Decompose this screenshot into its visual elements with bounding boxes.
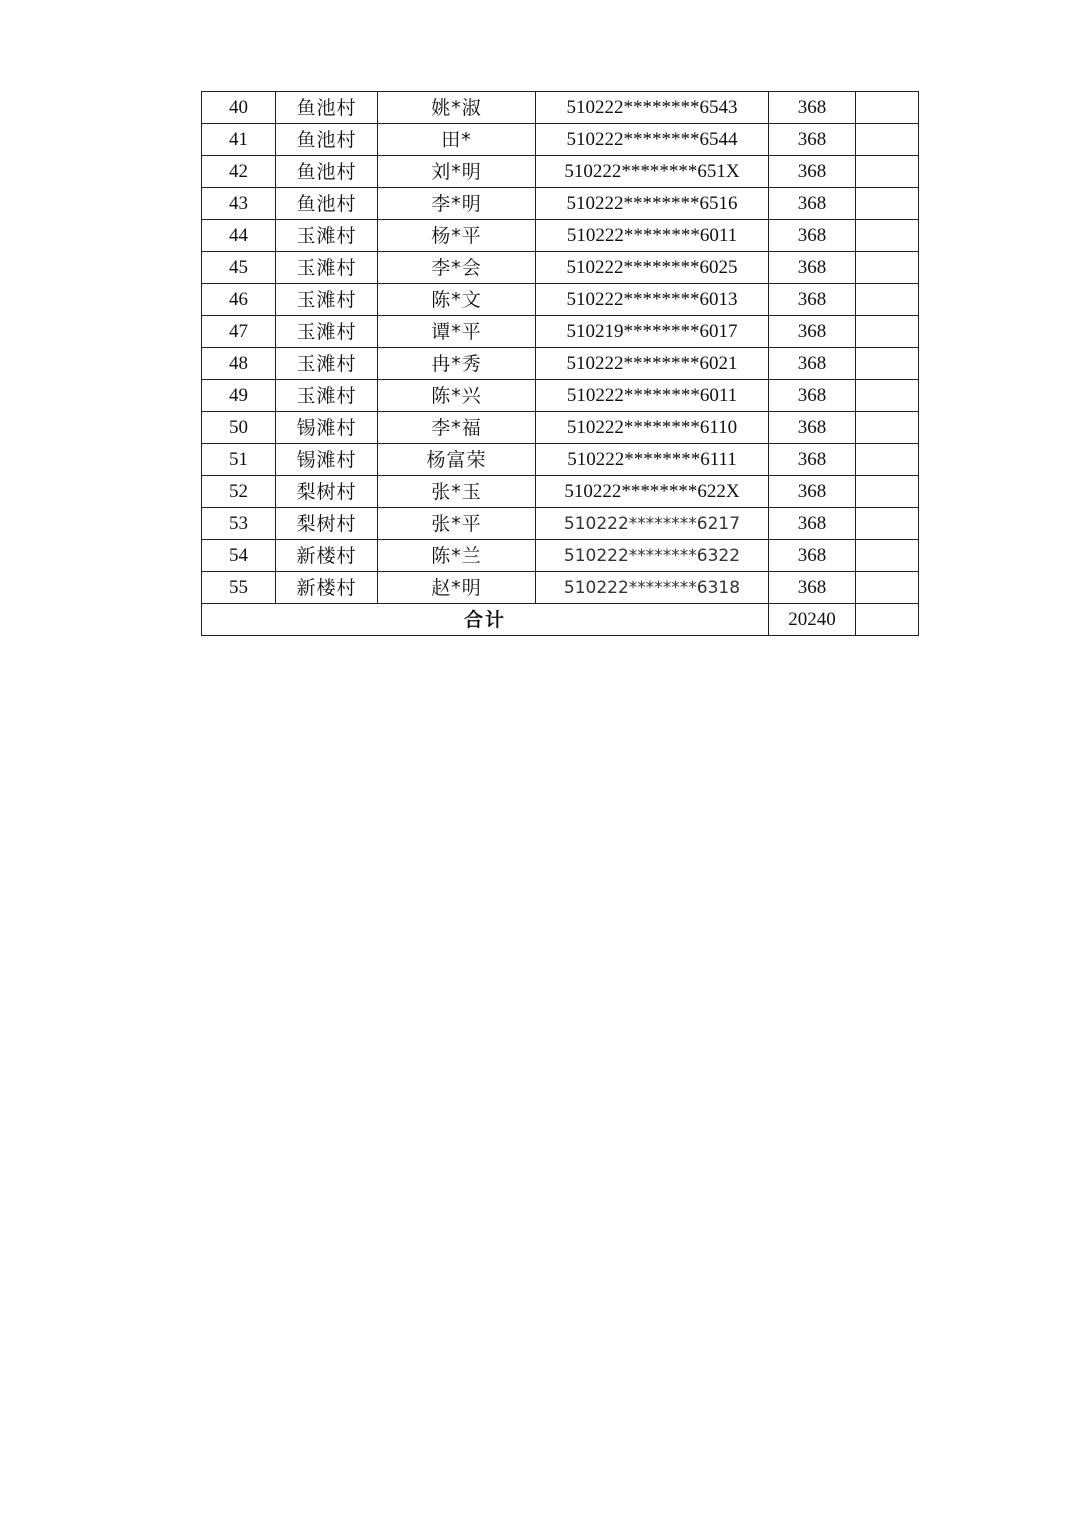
row-number-cell: 53 <box>202 508 276 540</box>
name-cell: 陈*文 <box>378 284 536 316</box>
id-number-cell: 510222********6011 <box>536 220 769 252</box>
table-row <box>202 540 919 572</box>
table-row <box>202 284 919 316</box>
amount-cell: 368 <box>769 508 856 540</box>
village-cell: 玉滩村 <box>276 380 378 412</box>
village-cell: 玉滩村 <box>276 220 378 252</box>
note-cell <box>856 316 919 348</box>
village-cell: 新楼村 <box>276 572 378 604</box>
id-number-cell: 510222********6544 <box>536 124 769 156</box>
name-cell: 张*玉 <box>378 476 536 508</box>
note-cell <box>856 540 919 572</box>
id-number-cell: 510222********6025 <box>536 252 769 284</box>
total-note-cell <box>856 604 919 636</box>
row-number-cell: 40 <box>202 92 276 124</box>
row-number-cell: 54 <box>202 540 276 572</box>
note-cell <box>856 124 919 156</box>
village-cell: 玉滩村 <box>276 284 378 316</box>
name-cell: 姚*淑 <box>378 92 536 124</box>
village-cell: 锡滩村 <box>276 444 378 476</box>
table-row <box>202 444 919 476</box>
village-cell: 梨树村 <box>276 476 378 508</box>
note-cell <box>856 444 919 476</box>
village-cell: 鱼池村 <box>276 156 378 188</box>
amount-cell: 368 <box>769 92 856 124</box>
note-cell <box>856 572 919 604</box>
id-number-cell: 510222********6011 <box>536 380 769 412</box>
note-cell <box>856 92 919 124</box>
row-number-cell: 49 <box>202 380 276 412</box>
table-row <box>202 188 919 220</box>
total-label: 合计 <box>202 604 769 636</box>
row-number-cell: 42 <box>202 156 276 188</box>
amount-cell: 368 <box>769 188 856 220</box>
amount-cell: 368 <box>769 412 856 444</box>
village-cell: 鱼池村 <box>276 124 378 156</box>
amount-cell: 368 <box>769 252 856 284</box>
table-row <box>202 572 919 604</box>
row-number-cell: 55 <box>202 572 276 604</box>
village-cell: 新楼村 <box>276 540 378 572</box>
name-cell: 张*平 <box>378 508 536 540</box>
row-number-cell: 46 <box>202 284 276 316</box>
id-number-cell: 510222********6013 <box>536 284 769 316</box>
name-cell: 杨富荣 <box>378 444 536 476</box>
row-number-cell: 52 <box>202 476 276 508</box>
row-number-cell: 41 <box>202 124 276 156</box>
name-cell: 赵*明 <box>378 572 536 604</box>
note-cell <box>856 252 919 284</box>
table-row <box>202 508 919 540</box>
name-cell: 陈*兴 <box>378 380 536 412</box>
name-cell: 李*会 <box>378 252 536 284</box>
amount-cell: 368 <box>769 444 856 476</box>
village-cell: 锡滩村 <box>276 412 378 444</box>
row-number-cell: 44 <box>202 220 276 252</box>
id-number-cell: 510222********6516 <box>536 188 769 220</box>
note-cell <box>856 220 919 252</box>
subsidy-roster-table <box>201 91 919 636</box>
table-row <box>202 252 919 284</box>
name-cell: 田* <box>378 124 536 156</box>
name-cell: 谭*平 <box>378 316 536 348</box>
amount-cell: 368 <box>769 124 856 156</box>
table-row <box>202 156 919 188</box>
roster-body <box>202 92 919 636</box>
id-number-cell: 510222********6322 <box>536 540 769 572</box>
row-number-cell: 50 <box>202 412 276 444</box>
table-row <box>202 348 919 380</box>
id-number-cell: 510222********6111 <box>536 444 769 476</box>
table-row <box>202 412 919 444</box>
village-cell: 鱼池村 <box>276 188 378 220</box>
name-cell: 李*明 <box>378 188 536 220</box>
id-number-cell: 510222********6021 <box>536 348 769 380</box>
table-row <box>202 124 919 156</box>
total-row <box>202 604 919 636</box>
amount-cell: 368 <box>769 348 856 380</box>
note-cell <box>856 508 919 540</box>
amount-cell: 368 <box>769 572 856 604</box>
table-row <box>202 92 919 124</box>
name-cell: 刘*明 <box>378 156 536 188</box>
name-cell: 李*福 <box>378 412 536 444</box>
amount-cell: 368 <box>769 380 856 412</box>
name-cell: 杨*平 <box>378 220 536 252</box>
village-cell: 鱼池村 <box>276 92 378 124</box>
amount-cell: 368 <box>769 284 856 316</box>
row-number-cell: 51 <box>202 444 276 476</box>
village-cell: 玉滩村 <box>276 348 378 380</box>
amount-cell: 368 <box>769 540 856 572</box>
id-number-cell: 510222********622X <box>536 476 769 508</box>
id-number-cell: 510219********6017 <box>536 316 769 348</box>
village-cell: 玉滩村 <box>276 316 378 348</box>
amount-cell: 368 <box>769 316 856 348</box>
note-cell <box>856 188 919 220</box>
note-cell <box>856 412 919 444</box>
amount-cell: 368 <box>769 476 856 508</box>
id-number-cell: 510222********651X <box>536 156 769 188</box>
table-row <box>202 316 919 348</box>
name-cell: 陈*兰 <box>378 540 536 572</box>
total-amount: 20240 <box>769 604 856 636</box>
id-number-cell: 510222********6543 <box>536 92 769 124</box>
id-number-cell: 510222********6318 <box>536 572 769 604</box>
note-cell <box>856 156 919 188</box>
name-cell: 冉*秀 <box>378 348 536 380</box>
table-row <box>202 220 919 252</box>
amount-cell: 368 <box>769 156 856 188</box>
id-number-cell: 510222********6217 <box>536 508 769 540</box>
note-cell <box>856 476 919 508</box>
note-cell <box>856 380 919 412</box>
row-number-cell: 43 <box>202 188 276 220</box>
village-cell: 玉滩村 <box>276 252 378 284</box>
village-cell: 梨树村 <box>276 508 378 540</box>
table-row <box>202 476 919 508</box>
row-number-cell: 48 <box>202 348 276 380</box>
table-row <box>202 380 919 412</box>
amount-cell: 368 <box>769 220 856 252</box>
row-number-cell: 47 <box>202 316 276 348</box>
row-number-cell: 45 <box>202 252 276 284</box>
note-cell <box>856 348 919 380</box>
id-number-cell: 510222********6110 <box>536 412 769 444</box>
note-cell <box>856 284 919 316</box>
